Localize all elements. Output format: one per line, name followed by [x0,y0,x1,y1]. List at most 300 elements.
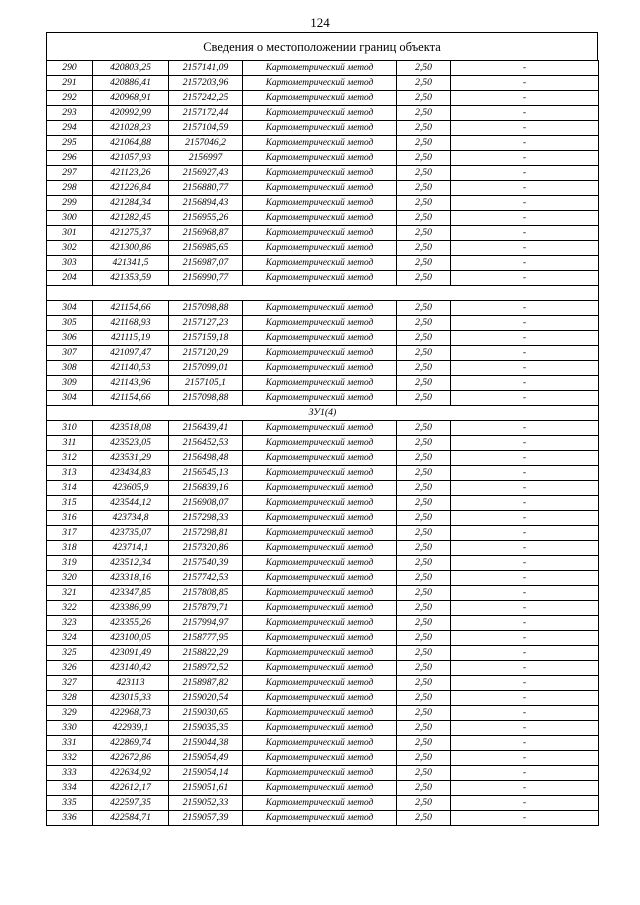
table-row [47,300,599,315]
point-number-cell: 295 [47,136,93,151]
note-cell: - [451,166,599,181]
method-cell: Картометрический метод [243,735,397,750]
y-coordinate-cell: 2156894,43 [169,196,243,211]
point-number-cell: 300 [47,211,93,226]
x-coordinate-cell: 422634,92 [93,765,169,780]
x-coordinate-cell: 423544,12 [93,495,169,510]
table-row [47,570,599,585]
accuracy-cell: 2,50 [397,315,451,330]
method-cell: Картометрический метод [243,810,397,825]
y-coordinate-cell: 2158777,95 [169,630,243,645]
method-cell: Картометрический метод [243,241,397,256]
point-number-cell: 324 [47,630,93,645]
method-cell: Картометрический метод [243,690,397,705]
point-number-cell: 325 [47,645,93,660]
method-cell: Картометрический метод [243,91,397,106]
y-coordinate-cell: 2159030,65 [169,705,243,720]
point-number-cell: 304 [47,300,93,315]
table-row [47,615,599,630]
method-cell: Картометрический метод [243,600,397,615]
note-cell: - [451,315,599,330]
x-coordinate-cell: 423734,8 [93,510,169,525]
accuracy-cell: 2,50 [397,61,451,76]
table-row [47,271,599,286]
x-coordinate-cell: 422584,71 [93,810,169,825]
accuracy-cell: 2,50 [397,495,451,510]
method-cell: Картометрический метод [243,510,397,525]
x-coordinate-cell: 421226,84 [93,181,169,196]
note-cell: - [451,705,599,720]
table-row [47,390,599,405]
note-cell: - [451,645,599,660]
note-cell: - [451,76,599,91]
x-coordinate-cell: 423113 [93,675,169,690]
method-cell: Картометрический метод [243,420,397,435]
point-number-cell: 318 [47,540,93,555]
y-coordinate-cell: 2156880,77 [169,181,243,196]
note-cell: - [451,690,599,705]
point-number-cell: 330 [47,720,93,735]
point-number-cell: 319 [47,555,93,570]
table-row [47,465,599,480]
point-number-cell: 204 [47,271,93,286]
x-coordinate-cell: 421275,37 [93,226,169,241]
table-row [47,76,599,91]
table-row [47,241,599,256]
accuracy-cell: 2,50 [397,480,451,495]
table-row [47,375,599,390]
method-cell: Картометрический метод [243,256,397,271]
note-cell: - [451,91,599,106]
blank-separator-row [47,286,599,301]
accuracy-cell: 2,50 [397,151,451,166]
x-coordinate-cell: 423140,42 [93,660,169,675]
accuracy-cell: 2,50 [397,211,451,226]
note-cell: - [451,226,599,241]
point-number-cell: 291 [47,76,93,91]
accuracy-cell: 2,50 [397,136,451,151]
note-cell: - [451,585,599,600]
accuracy-cell: 2,50 [397,196,451,211]
method-cell: Картометрический метод [243,660,397,675]
y-coordinate-cell: 2157298,33 [169,510,243,525]
y-coordinate-cell: 2157540,39 [169,555,243,570]
point-number-cell: 304 [47,390,93,405]
point-number-cell: 299 [47,196,93,211]
x-coordinate-cell: 420992,99 [93,106,169,121]
y-coordinate-cell: 2156545,13 [169,465,243,480]
point-number-cell: 314 [47,480,93,495]
method-cell: Картометрический метод [243,750,397,765]
y-coordinate-cell: 2156985,65 [169,241,243,256]
x-coordinate-cell: 421028,23 [93,121,169,136]
x-coordinate-cell: 420803,25 [93,61,169,76]
table-row [47,525,599,540]
note-cell: - [451,810,599,825]
table-row [47,690,599,705]
point-number-cell: 317 [47,525,93,540]
y-coordinate-cell: 2157808,85 [169,585,243,600]
table-row [47,91,599,106]
note-cell: - [451,375,599,390]
point-number-cell: 316 [47,510,93,525]
point-number-cell: 311 [47,435,93,450]
y-coordinate-cell: 2157105,1 [169,375,243,390]
x-coordinate-cell: 423347,85 [93,585,169,600]
point-number-cell: 293 [47,106,93,121]
accuracy-cell: 2,50 [397,226,451,241]
note-cell: - [451,765,599,780]
method-cell: Картометрический метод [243,211,397,226]
accuracy-cell: 2,50 [397,76,451,91]
note-cell: - [451,106,599,121]
table-row [47,106,599,121]
method-cell: Картометрический метод [243,630,397,645]
accuracy-cell: 2,50 [397,750,451,765]
x-coordinate-cell: 421115,19 [93,330,169,345]
coordinates-table-body [47,61,599,826]
point-number-cell: 297 [47,166,93,181]
table-row [47,795,599,810]
note-cell: - [451,181,599,196]
table-row [47,645,599,660]
y-coordinate-cell: 2158987,82 [169,675,243,690]
method-cell: Картометрический метод [243,121,397,136]
x-coordinate-cell: 423015,33 [93,690,169,705]
y-coordinate-cell: 2157141,09 [169,61,243,76]
note-cell: - [451,540,599,555]
accuracy-cell: 2,50 [397,510,451,525]
x-coordinate-cell: 423434,83 [93,465,169,480]
note-cell: - [451,795,599,810]
point-number-cell: 306 [47,330,93,345]
x-coordinate-cell: 422672,86 [93,750,169,765]
y-coordinate-cell: 2157320,86 [169,540,243,555]
table-row [47,360,599,375]
section-label: ЗУ1(4) [47,405,599,420]
point-number-cell: 292 [47,91,93,106]
y-coordinate-cell: 2156990,77 [169,271,243,286]
note-cell: - [451,435,599,450]
accuracy-cell: 2,50 [397,330,451,345]
method-cell: Картометрический метод [243,765,397,780]
method-cell: Картометрический метод [243,675,397,690]
method-cell: Картометрический метод [243,226,397,241]
accuracy-cell: 2,50 [397,106,451,121]
accuracy-cell: 2,50 [397,390,451,405]
y-coordinate-cell: 2157203,96 [169,76,243,91]
x-coordinate-cell: 423318,16 [93,570,169,585]
x-coordinate-cell: 423714,1 [93,540,169,555]
point-number-cell: 335 [47,795,93,810]
method-cell: Картометрический метод [243,315,397,330]
table-row [47,226,599,241]
method-cell: Картометрический метод [243,375,397,390]
note-cell: - [451,735,599,750]
table-row [47,510,599,525]
accuracy-cell: 2,50 [397,735,451,750]
note-cell: - [451,780,599,795]
point-number-cell: 333 [47,765,93,780]
y-coordinate-cell: 2156439,41 [169,420,243,435]
x-coordinate-cell: 421154,66 [93,390,169,405]
table-row [47,810,599,825]
point-number-cell: 294 [47,121,93,136]
table-row [47,315,599,330]
x-coordinate-cell: 421300,86 [93,241,169,256]
note-cell: - [451,256,599,271]
method-cell: Картометрический метод [243,525,397,540]
note-cell: - [451,450,599,465]
note-cell: - [451,211,599,226]
x-coordinate-cell: 423735,07 [93,525,169,540]
table-row [47,136,599,151]
accuracy-cell: 2,50 [397,435,451,450]
method-cell: Картометрический метод [243,615,397,630]
y-coordinate-cell: 2159020,54 [169,690,243,705]
method-cell: Картометрический метод [243,300,397,315]
x-coordinate-cell: 421282,45 [93,211,169,226]
method-cell: Картометрический метод [243,450,397,465]
point-number-cell: 308 [47,360,93,375]
x-coordinate-cell: 421143,96 [93,375,169,390]
table-row [47,435,599,450]
x-coordinate-cell: 421341,5 [93,256,169,271]
point-number-cell: 336 [47,810,93,825]
y-coordinate-cell: 2156452,53 [169,435,243,450]
x-coordinate-cell: 423531,29 [93,450,169,465]
point-number-cell: 307 [47,345,93,360]
coordinates-table [46,60,599,826]
method-cell: Картометрический метод [243,136,397,151]
method-cell: Картометрический метод [243,705,397,720]
point-number-cell: 312 [47,450,93,465]
point-number-cell: 315 [47,495,93,510]
point-number-cell: 329 [47,705,93,720]
x-coordinate-cell: 421154,66 [93,300,169,315]
table-row [47,675,599,690]
point-number-cell: 321 [47,585,93,600]
accuracy-cell: 2,50 [397,525,451,540]
section-header-row [47,405,599,420]
x-coordinate-cell: 421353,59 [93,271,169,286]
note-cell: - [451,360,599,375]
method-cell: Картометрический метод [243,345,397,360]
y-coordinate-cell: 2158822,29 [169,645,243,660]
point-number-cell: 303 [47,256,93,271]
x-coordinate-cell: 421284,34 [93,196,169,211]
note-cell: - [451,420,599,435]
y-coordinate-cell: 2156955,26 [169,211,243,226]
x-coordinate-cell: 421097,47 [93,345,169,360]
point-number-cell: 332 [47,750,93,765]
x-coordinate-cell: 421123,26 [93,166,169,181]
y-coordinate-cell: 2157099,01 [169,360,243,375]
y-coordinate-cell: 2156927,43 [169,166,243,181]
accuracy-cell: 2,50 [397,600,451,615]
table-row [47,211,599,226]
accuracy-cell: 2,50 [397,765,451,780]
accuracy-cell: 2,50 [397,540,451,555]
note-cell: - [451,495,599,510]
accuracy-cell: 2,50 [397,810,451,825]
method-cell: Картометрический метод [243,360,397,375]
accuracy-cell: 2,50 [397,256,451,271]
method-cell: Картометрический метод [243,196,397,211]
x-coordinate-cell: 421168,93 [93,315,169,330]
note-cell: - [451,555,599,570]
accuracy-cell: 2,50 [397,450,451,465]
y-coordinate-cell: 2156987,07 [169,256,243,271]
method-cell: Картометрический метод [243,166,397,181]
y-coordinate-cell: 2159057,39 [169,810,243,825]
x-coordinate-cell: 422939,1 [93,720,169,735]
table-row [47,330,599,345]
note-cell: - [451,121,599,136]
method-cell: Картометрический метод [243,435,397,450]
table-row [47,555,599,570]
table-row [47,121,599,136]
point-number-cell: 296 [47,151,93,166]
point-number-cell: 322 [47,600,93,615]
y-coordinate-cell: 2157172,44 [169,106,243,121]
note-cell: - [451,480,599,495]
table-row [47,166,599,181]
table-row [47,61,599,76]
y-coordinate-cell: 2157120,29 [169,345,243,360]
note-cell: - [451,525,599,540]
table-row [47,151,599,166]
note-cell: - [451,136,599,151]
boundary-table-frame [46,32,598,826]
note-cell: - [451,600,599,615]
y-coordinate-cell: 2156498,48 [169,450,243,465]
table-row [47,705,599,720]
accuracy-cell: 2,50 [397,570,451,585]
y-coordinate-cell: 2157098,88 [169,390,243,405]
table-row [47,495,599,510]
accuracy-cell: 2,50 [397,615,451,630]
table-row [47,600,599,615]
point-number-cell: 326 [47,660,93,675]
y-coordinate-cell: 2159052,33 [169,795,243,810]
y-coordinate-cell: 2159054,49 [169,750,243,765]
x-coordinate-cell: 421064,88 [93,136,169,151]
table-row [47,450,599,465]
note-cell: - [451,61,599,76]
point-number-cell: 320 [47,570,93,585]
table-row [47,630,599,645]
note-cell: - [451,510,599,525]
y-coordinate-cell: 2159035,35 [169,720,243,735]
x-coordinate-cell: 420886,41 [93,76,169,91]
accuracy-cell: 2,50 [397,705,451,720]
method-cell: Картометрический метод [243,465,397,480]
point-number-cell: 328 [47,690,93,705]
accuracy-cell: 2,50 [397,271,451,286]
point-number-cell: 298 [47,181,93,196]
note-cell: - [451,675,599,690]
x-coordinate-cell: 420968,91 [93,91,169,106]
accuracy-cell: 2,50 [397,300,451,315]
method-cell: Картометрический метод [243,555,397,570]
note-cell: - [451,300,599,315]
method-cell: Картометрический метод [243,271,397,286]
accuracy-cell: 2,50 [397,465,451,480]
x-coordinate-cell: 423091,49 [93,645,169,660]
accuracy-cell: 2,50 [397,690,451,705]
accuracy-cell: 2,50 [397,166,451,181]
accuracy-cell: 2,50 [397,375,451,390]
x-coordinate-cell: 423100,05 [93,630,169,645]
table-row [47,181,599,196]
y-coordinate-cell: 2157994,97 [169,615,243,630]
method-cell: Картометрический метод [243,795,397,810]
point-number-cell: 331 [47,735,93,750]
accuracy-cell: 2,50 [397,181,451,196]
accuracy-cell: 2,50 [397,91,451,106]
method-cell: Картометрический метод [243,76,397,91]
x-coordinate-cell: 421057,93 [93,151,169,166]
point-number-cell: 301 [47,226,93,241]
y-coordinate-cell: 2157242,25 [169,91,243,106]
table-row [47,196,599,211]
y-coordinate-cell: 2157742,53 [169,570,243,585]
blank-cell [47,286,599,301]
method-cell: Картометрический метод [243,151,397,166]
note-cell: - [451,196,599,211]
note-cell: - [451,615,599,630]
y-coordinate-cell: 2157159,18 [169,330,243,345]
method-cell: Картометрический метод [243,720,397,735]
table-row [47,256,599,271]
accuracy-cell: 2,50 [397,660,451,675]
accuracy-cell: 2,50 [397,420,451,435]
note-cell: - [451,630,599,645]
y-coordinate-cell: 2159054,14 [169,765,243,780]
table-row [47,765,599,780]
note-cell: - [451,271,599,286]
method-cell: Картометрический метод [243,181,397,196]
note-cell: - [451,660,599,675]
accuracy-cell: 2,50 [397,645,451,660]
method-cell: Картометрический метод [243,645,397,660]
accuracy-cell: 2,50 [397,780,451,795]
x-coordinate-cell: 423355,26 [93,615,169,630]
note-cell: - [451,241,599,256]
note-cell: - [451,465,599,480]
accuracy-cell: 2,50 [397,345,451,360]
table-row [47,735,599,750]
accuracy-cell: 2,50 [397,630,451,645]
accuracy-cell: 2,50 [397,795,451,810]
accuracy-cell: 2,50 [397,585,451,600]
method-cell: Картометрический метод [243,540,397,555]
y-coordinate-cell: 2157104,59 [169,121,243,136]
method-cell: Картометрический метод [243,780,397,795]
x-coordinate-cell: 422612,17 [93,780,169,795]
note-cell: - [451,750,599,765]
x-coordinate-cell: 423605,9 [93,480,169,495]
x-coordinate-cell: 422869,74 [93,735,169,750]
note-cell: - [451,345,599,360]
note-cell: - [451,720,599,735]
y-coordinate-cell: 2156997 [169,151,243,166]
point-number-cell: 310 [47,420,93,435]
method-cell: Картометрический метод [243,330,397,345]
y-coordinate-cell: 2157098,88 [169,300,243,315]
y-coordinate-cell: 2156908,07 [169,495,243,510]
